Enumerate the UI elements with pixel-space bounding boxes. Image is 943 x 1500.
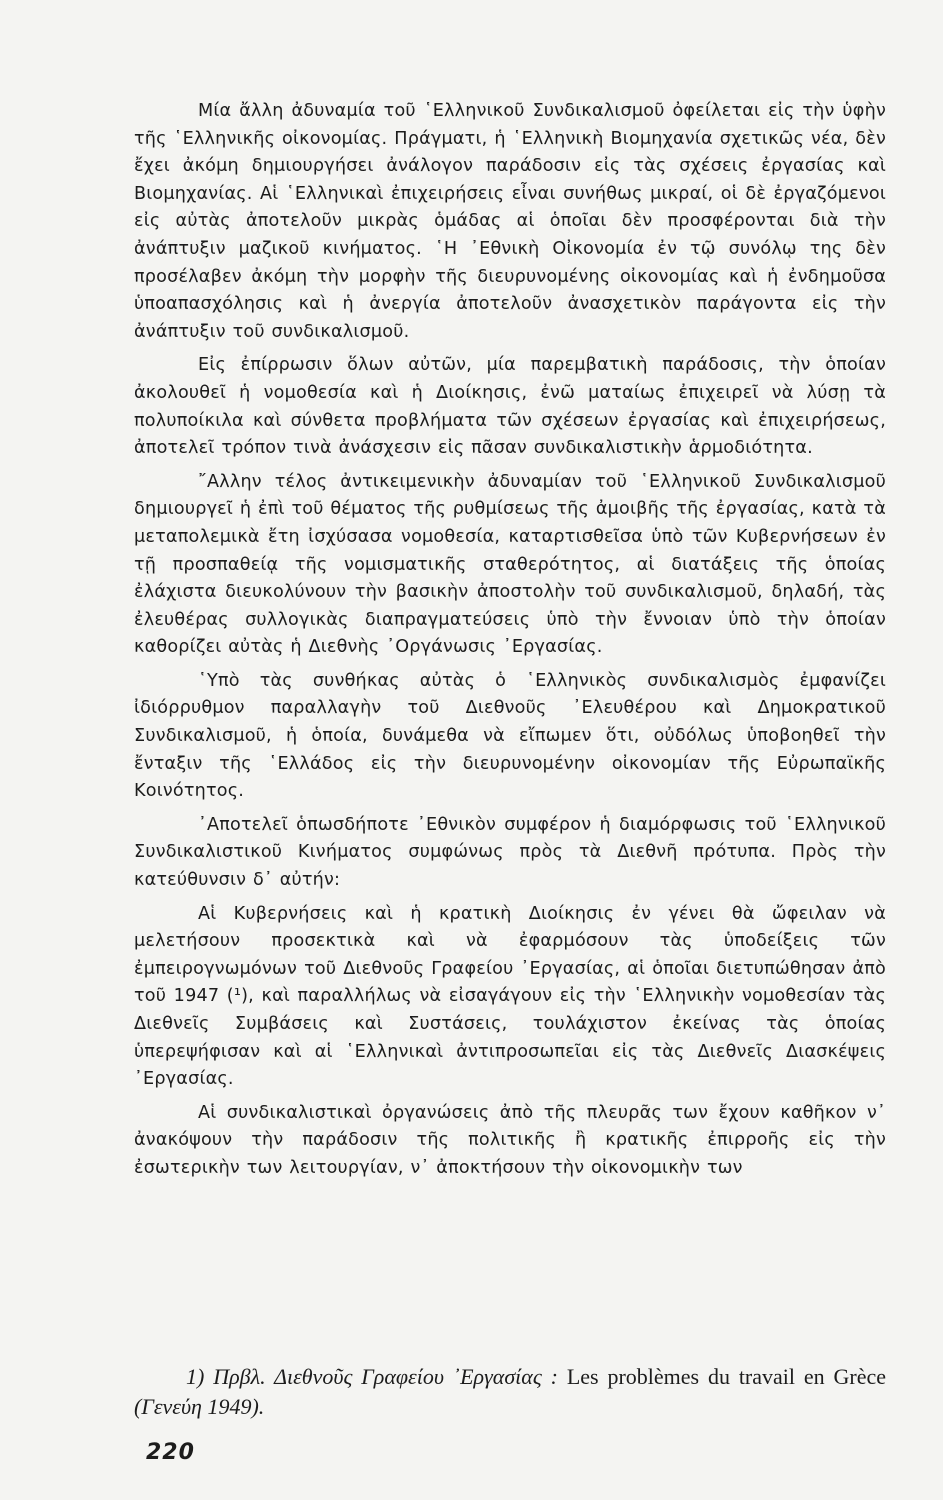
- body-text: [134, 98, 886, 1187]
- footnote-place-year: (Γενεύη 1949).: [134, 1394, 265, 1419]
- paragraph-4: ῾Υπὸ τὰς συνθήκας αὐτὰς ὁ ῾Ελληνικὸς συνδικαλισμὸς ἐμφανίζει ἰδιόρρυθμον παραλλαγὴν τοῦ Διεθνοῦς ᾿Ελευθέρου καὶ Δημοκρατικοῦ Συνδικαλισμοῦ, ἡ ὁποία, δυνάμεθα νὰ εἴπωμεν ὅτι, οὐδόλως ὑποβοηθεῖ τὴν ἔνταξιν τῆς ῾Ελλάδος εἰς τὴν διευρυνομένην οἰκονομίαν τῆς Εὐρωπαϊκῆς Κοινότητος.: [134, 670, 886, 802]
- paragraph-6: Αἱ Κυβερνήσεις καὶ ἡ κρατικὴ Διοίκησις ἐν γένει θὰ ὤφειλαν νὰ μελετήσουν προσεκτικὰ καὶ νὰ ἐφαρμόσουν τὰς ὑποδείξεις τῶν ἐμπειρογνωμόνων τοῦ Διεθνοῦς Γραφείου ᾿Εργασίας, αἱ ὁποῖαι διετυπώθησαν ἀπὸ τοῦ 1947 (¹), καὶ παραλλήλως νὰ εἰσαγάγουν εἰς τὴν ῾Ελληνικὴν νομοθεσίαν τὰς Διεθνεῖς Συμβάσεις καὶ Συστάσεις, τουλάχιστον ἐκείνας τὰς ὁποίας ὑπερεψήφισαν καὶ αἱ ῾Ελληνικαὶ ἀντιπροσωπεῖαι εἰς τὰς Διεθνεῖς Διασκέψεις ᾿Εργασίας.: [134, 903, 886, 1090]
- footnote-source: Πρβλ. Διεθνοῦς Γραφείου ᾿Εργασίας :: [213, 1364, 558, 1389]
- paragraph-5: ᾿Αποτελεῖ ὁπωσδήποτε ᾿Εθνικὸν συμφέρον ἡ διαμόρφωσις τοῦ ῾Ελληνικοῦ Συνδικαλιστικοῦ Κινήματος συμφώνως πρὸς τὰ Διεθνῆ πρότυπα. Πρὸς τὴν κατεύθυνσιν δ᾿ αὐτήν:: [134, 814, 886, 891]
- footnote-marker: 1): [186, 1364, 205, 1389]
- page-number: 220: [146, 1440, 195, 1465]
- footnote-title: Les problèmes du travail en Grèce: [566, 1364, 887, 1389]
- paragraph-2: Εἰς ἐπίρρωσιν ὅλων αὐτῶν, μία παρεμβατικὴ παράδοσις, τὴν ὁποίαν ἀκολουθεῖ ἡ νομοθεσία καὶ ἡ Διοίκησις, ἐνῶ ματαίως ἐπιχειρεῖ νὰ λύσῃ τὰ πολυποίκιλα καὶ σύνθετα προβλήματα τῶν σχέσεων ἐργασίας καὶ ἐπιχειρήσεως, ἀποτελεῖ τρόπον τινὰ ἀνάσχεσιν εἰς πᾶσαν συνδικαλιστικὴν ἁρμοδιότητα.: [134, 355, 886, 459]
- paragraph-3: ῎Αλλην τέλος ἀντικειμενικὴν ἀδυναμίαν τοῦ ῾Ελληνικοῦ Συνδικαλισμοῦ δημιουργεῖ ἡ ἐπὶ τοῦ θέματος τῆς ρυθμίσεως τῆς ἀμοιβῆς τῆς ἐργασίας, κατὰ τὰ μεταπολεμικὰ ἔτη ἰσχύσασα νομοθεσία, καταρτισθεῖσα ὑπὸ τῶν Κυβερνήσεων ἐν τῇ προσπαθείᾳ τῆς νομισματικῆς σταθερότητος, αἱ διατάξεις τῆς ὁποίας ἐλάχιστα διευκολύνουν τὴν βασικὴν ἀποστολὴν τοῦ συνδικαλισμοῦ, δηλαδή, τὰς ἐλευθέρας συλλογικὰς διαπραγματεύσεις ὑπὸ τὴν ἔννοιαν ὑπὸ τὴν ὁποίαν καθορίζει αὐτὰς ἡ Διεθνὴς ᾿Οργάνωσις ᾿Εργασίας.: [134, 471, 886, 658]
- paragraph-7: Αἱ συνδικαλιστικαὶ ὀργανώσεις ἀπὸ τῆς πλευρᾶς των ἔχουν καθῆκον ν᾿ ἀνακόψουν τὴν παράδοσιν τῆς πολιτικῆς ἢ κρατικῆς ἐπιρροῆς εἰς τὴν ἐσωτερικὴν των λειτουργίαν, ν᾿ ἀποκτήσουν τὴν οἰκονομικὴν των: [134, 1102, 886, 1178]
- footnote-body: [134, 1362, 886, 1422]
- footnote: [134, 1362, 886, 1422]
- paragraph-1: Μία ἄλλη ἀδυναμία τοῦ ῾Ελληνικοῦ Συνδικαλισμοῦ ὀφείλεται εἰς τὴν ὑφὴν τῆς ῾Ελληνικῆς οἰκονομίας. Πράγματι, ἡ ῾Ελληνικὴ Βιομηχανία σχετικῶς νέα, δὲν ἔχει ἀκόμη δημιουργήσει ἀνάλογον παράδοσιν εἰς τὰς σχέσεις ἐργασίας καὶ Βιομηχανίας. Αἱ ῾Ελληνικαὶ ἐπιχειρήσεις εἶναι συνήθως μικραί, οἱ δὲ ἐργαζόμενοι εἰς αὐτὰς ἀποτελοῦν μικρὰς ὁμάδας αἱ ὁποῖαι δὲν προσφέρονται διὰ τὴν ἀνάπτυξιν μαζικοῦ κινήματος. ῾Η ᾿Εθνικὴ Οἰκονομία ἐν τῷ συνόλῳ της δὲν προσέλαβεν ἀκόμη τὴν μορφὴν τῆς διευρυνομένης οἰκονομίας καὶ ἡ ἐνδημοῦσα ὑποαπασχόλησις καὶ ἡ ἀνεργία ἀποτελοῦν ἀνασχετικὸν παράγοντα εἰς τὴν ἀνάπτυξιν τοῦ συνδικαλισμοῦ.: [134, 101, 886, 342]
